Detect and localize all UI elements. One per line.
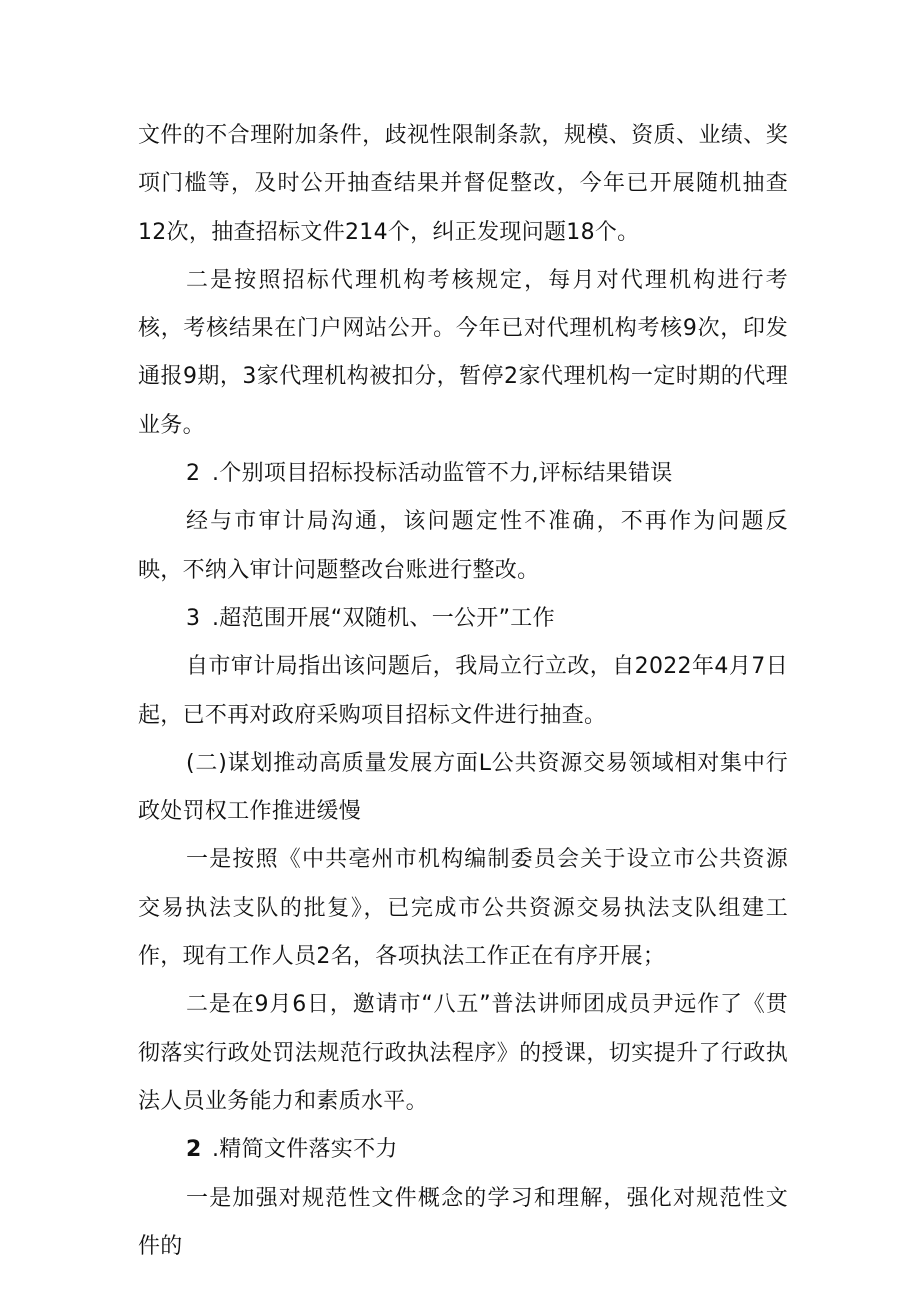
paragraph-audit-communication: 经与市审计局沟通，该问题定性不准确，不再作为问题反映，不纳入审计问题整改台账进行整改。: [138, 509, 788, 583]
document-body: [138, 112, 788, 1271]
heading-number: 3: [186, 605, 201, 631]
paragraph-continuation: 文件的不合理附加条件，歧视性限制条款，规模、资质、业绩、奖项门槛等，及时公开抽查结果并督促整改，今年已开展随机抽查12次，抽查招标文件214个，纠正发现问题18个。: [138, 123, 788, 245]
paragraph-enforcement-team: 一是按照《中共亳州市机构编制委员会关于设立市公共资源交易执法支队的批复》，已完成市公共资源交易执法支队组建工作，现有工作人员2名，各项执法工作正在有序开展；: [138, 847, 788, 970]
section-heading-2b: [138, 1126, 788, 1174]
section-heading-3: [138, 595, 788, 643]
paragraph-training: 二是在9月6日，邀请市“八五”普法讲师团成员尹远作了《贯彻落实行政处罚法规范行政执法程序》的授课，切实提升了行政执法人员业务能力和素质水平。: [138, 992, 788, 1114]
heading-text: .超范围开展“双随机、一公开”工作: [212, 605, 555, 631]
paragraph-normative-documents: 一是加强对规范性文件概念的学习和理解，强化对规范性文件的: [138, 1185, 788, 1259]
paragraph-agency-assessment: 二是按照招标代理机构考核规定，每月对代理机构进行考核，考核结果在门户网站公开。今年已对代理机构考核9次，印发通报9期，3家代理机构被扣分，暂停2家代理机构一定时期的代理业务。: [138, 267, 788, 438]
section-heading-2: [138, 450, 788, 498]
heading-number: 2: [186, 461, 201, 487]
paragraph-rectification: 自市审计局指出该问题后，我局立行立改，自2022年4月7日起，已不再对政府采购项目招标文件进行抽查。: [138, 654, 788, 728]
heading-text: .精简文件落实不力: [212, 1137, 398, 1163]
paragraph-section-two-title: (二)谋划推动高质量发展方面L公共资源交易领域相对集中行政处罚权工作推进缓慢: [138, 750, 788, 825]
heading-text: .个别项目招标投标活动监管不力,评标结果错误: [212, 461, 673, 487]
heading-number: 2: [186, 1137, 202, 1163]
